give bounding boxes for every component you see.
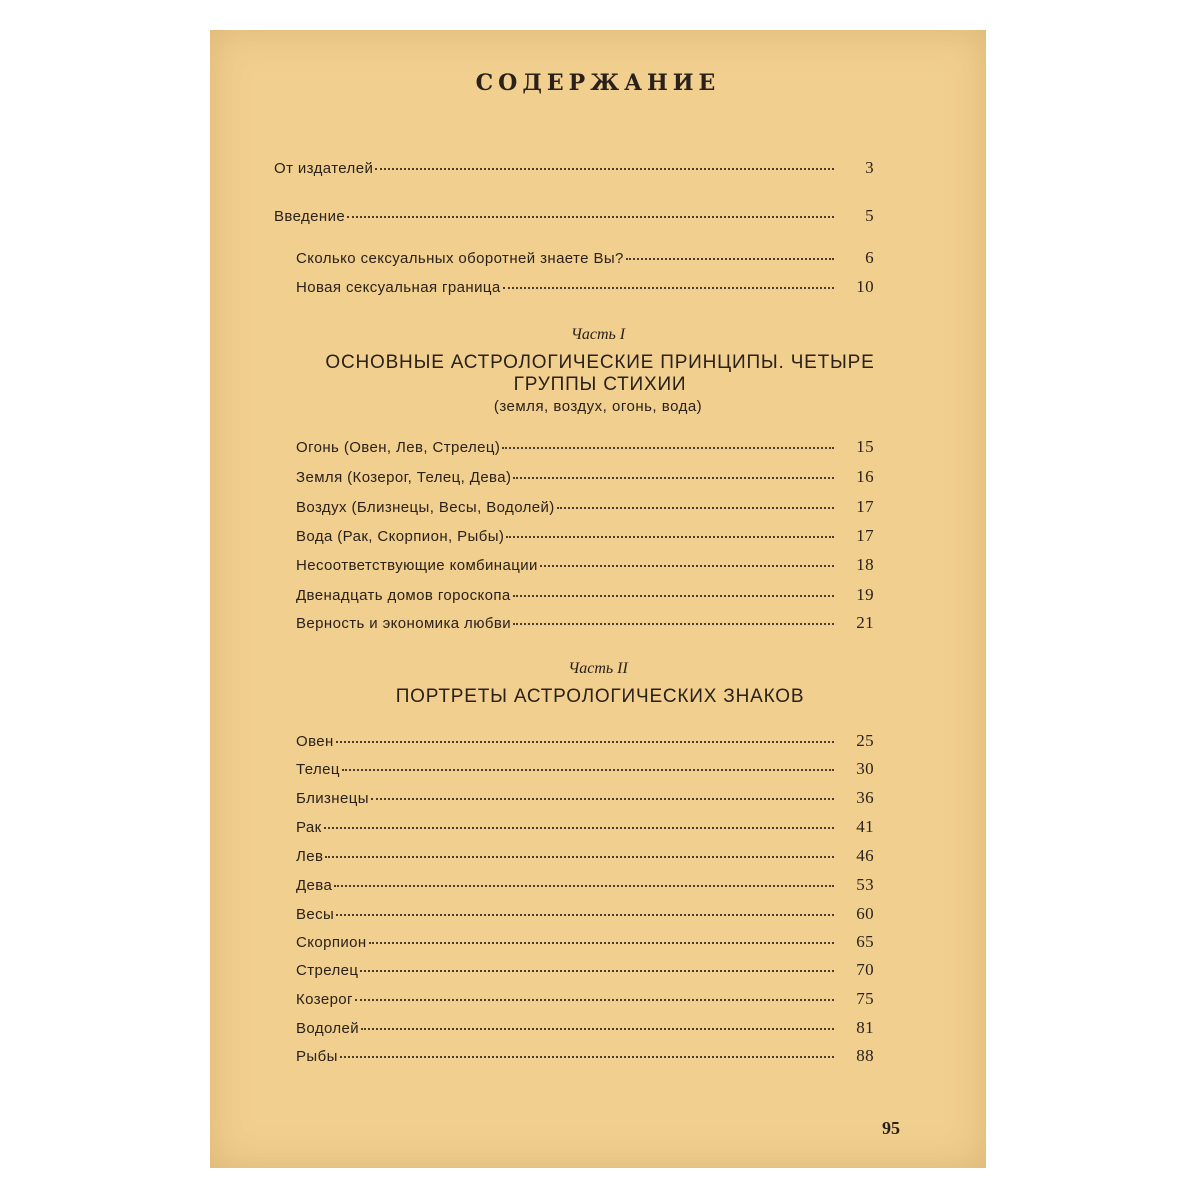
toc-entry-label: От издателей: [274, 160, 374, 177]
dot-leader: [336, 741, 834, 743]
dot-leader: [503, 287, 834, 289]
dot-leader: [340, 1056, 834, 1058]
toc-entry-label: Овен: [296, 733, 334, 750]
toc-entry: [296, 759, 874, 779]
toc-entry: [296, 932, 874, 952]
toc-entry-page: 5: [865, 206, 874, 225]
toc-entry-page: 17: [856, 526, 874, 545]
toc-entry: [296, 613, 874, 633]
toc-entry-label: Лев: [296, 848, 324, 865]
dot-leader: [557, 507, 834, 509]
toc-entry-page: 17: [856, 497, 874, 516]
toc-entry-page: 65: [856, 932, 874, 951]
dot-leader: [502, 447, 834, 449]
dot-leader: [361, 1028, 834, 1030]
dot-leader: [360, 970, 834, 972]
toc-entry-label: Весы: [296, 906, 335, 923]
part-2-heading: ПОРТРЕТЫ АСТРОЛОГИЧЕСКИХ ЗНАКОВ: [395, 686, 805, 707]
toc-entry-page: 60: [856, 904, 874, 923]
contents-title: СОДЕРЖАНИЕ: [475, 70, 721, 96]
toc-entry: [296, 497, 874, 517]
toc-entry: [296, 817, 874, 837]
toc-entry-page: 70: [856, 960, 874, 979]
toc-entry-page: 81: [856, 1018, 874, 1037]
toc-entry-page: 41: [856, 817, 874, 836]
dot-leader: [347, 216, 834, 218]
part-2-label: Часть II: [568, 660, 628, 677]
toc-entry: [296, 960, 874, 980]
toc-entry-page: 88: [856, 1046, 874, 1065]
toc-entry: [296, 788, 874, 808]
toc-entry: [296, 1018, 874, 1038]
toc-entry-page: 15: [856, 437, 874, 456]
toc-entry: [296, 875, 874, 895]
toc-entry-page: 10: [856, 277, 874, 296]
dot-leader: [324, 827, 834, 829]
toc-entry-page: 16: [856, 467, 874, 486]
toc-entry-page: 46: [856, 846, 874, 865]
toc-entry: [296, 277, 874, 297]
toc-entry-label: Скорпион: [296, 934, 367, 951]
dot-leader: [513, 623, 834, 625]
toc-entry-page: 3: [865, 158, 874, 177]
toc-entry: [296, 846, 874, 866]
dot-leader: [369, 942, 834, 944]
dot-leader: [342, 769, 834, 771]
toc-entry: [296, 731, 874, 751]
toc-entry-label: Стрелец: [296, 962, 359, 979]
toc-entry-label: Дева: [296, 877, 333, 894]
toc-entry: [296, 904, 874, 924]
toc-entry-label: Рыбы: [296, 1048, 338, 1065]
toc-entry: [296, 555, 874, 575]
toc-entry-page: 21: [856, 613, 874, 632]
toc-entry: [296, 248, 874, 268]
dot-leader: [371, 798, 834, 800]
part-1-subheading: (земля, воздух, огонь, вода): [493, 398, 703, 415]
part-1-heading: ОСНОВНЫЕ АСТРОЛОГИЧЕСКИЕ ПРИНЦИПЫ. ЧЕТЫРЕ ГРУППЫ СТИХИИ: [325, 352, 875, 395]
toc-entry-label: Рак: [296, 819, 322, 836]
page-number: 95: [882, 1118, 900, 1138]
toc-entry-page: 18: [856, 555, 874, 574]
toc-entry: [296, 1046, 874, 1066]
toc-entry-label: Огонь (Овен, Лев, Стрелец): [296, 439, 501, 456]
toc-entry-label: Новая сексуальная граница: [296, 279, 501, 296]
dot-leader: [336, 914, 834, 916]
toc-entry: [296, 526, 874, 546]
dot-leader: [375, 168, 834, 170]
toc-entry-page: 75: [856, 989, 874, 1008]
dot-leader: [334, 885, 834, 887]
book-page: [210, 30, 986, 1168]
toc-entry: [296, 989, 874, 1009]
toc-entry-label: Сколько сексуальных оборотней знаете Вы?: [296, 250, 624, 267]
dot-leader: [513, 477, 834, 479]
dot-leader: [325, 856, 834, 858]
toc-entry-page: 6: [865, 248, 874, 267]
toc-entry-page: 19: [856, 585, 874, 604]
toc-entry: [274, 206, 874, 226]
toc-entry-page: 36: [856, 788, 874, 807]
toc-entry-label: Близнецы: [296, 790, 369, 807]
toc-entry-label: Введение: [274, 208, 346, 225]
dot-leader: [540, 565, 834, 567]
toc-entry-label: Земля (Козерог, Телец, Дева): [296, 469, 512, 486]
toc-entry-label: Козерог: [296, 991, 353, 1008]
toc-entry-label: Верность и экономика любви: [296, 615, 512, 632]
toc-entry-label: Воздух (Близнецы, Весы, Водолей): [296, 499, 555, 516]
toc-entry: [274, 158, 874, 178]
toc-entry-label: Двенадцать домов гороскопа: [296, 587, 511, 604]
part-1-label: Часть I: [570, 326, 626, 343]
toc-entry-page: 53: [856, 875, 874, 894]
dot-leader: [513, 595, 834, 597]
dot-leader: [355, 999, 834, 1001]
toc-entry-label: Водолей: [296, 1020, 360, 1037]
toc-entry-label: Вода (Рак, Скорпион, Рыбы): [296, 528, 505, 545]
toc-entry: [296, 467, 874, 487]
toc-entry-label: Телец: [296, 761, 340, 778]
toc-entry: [296, 437, 874, 457]
toc-entry-page: 25: [856, 731, 874, 750]
toc-entry-label: Несоответствующие комбинации: [296, 557, 538, 574]
dot-leader: [626, 258, 834, 260]
toc-entry-page: 30: [856, 759, 874, 778]
toc-entry: [296, 585, 874, 605]
dot-leader: [506, 536, 834, 538]
